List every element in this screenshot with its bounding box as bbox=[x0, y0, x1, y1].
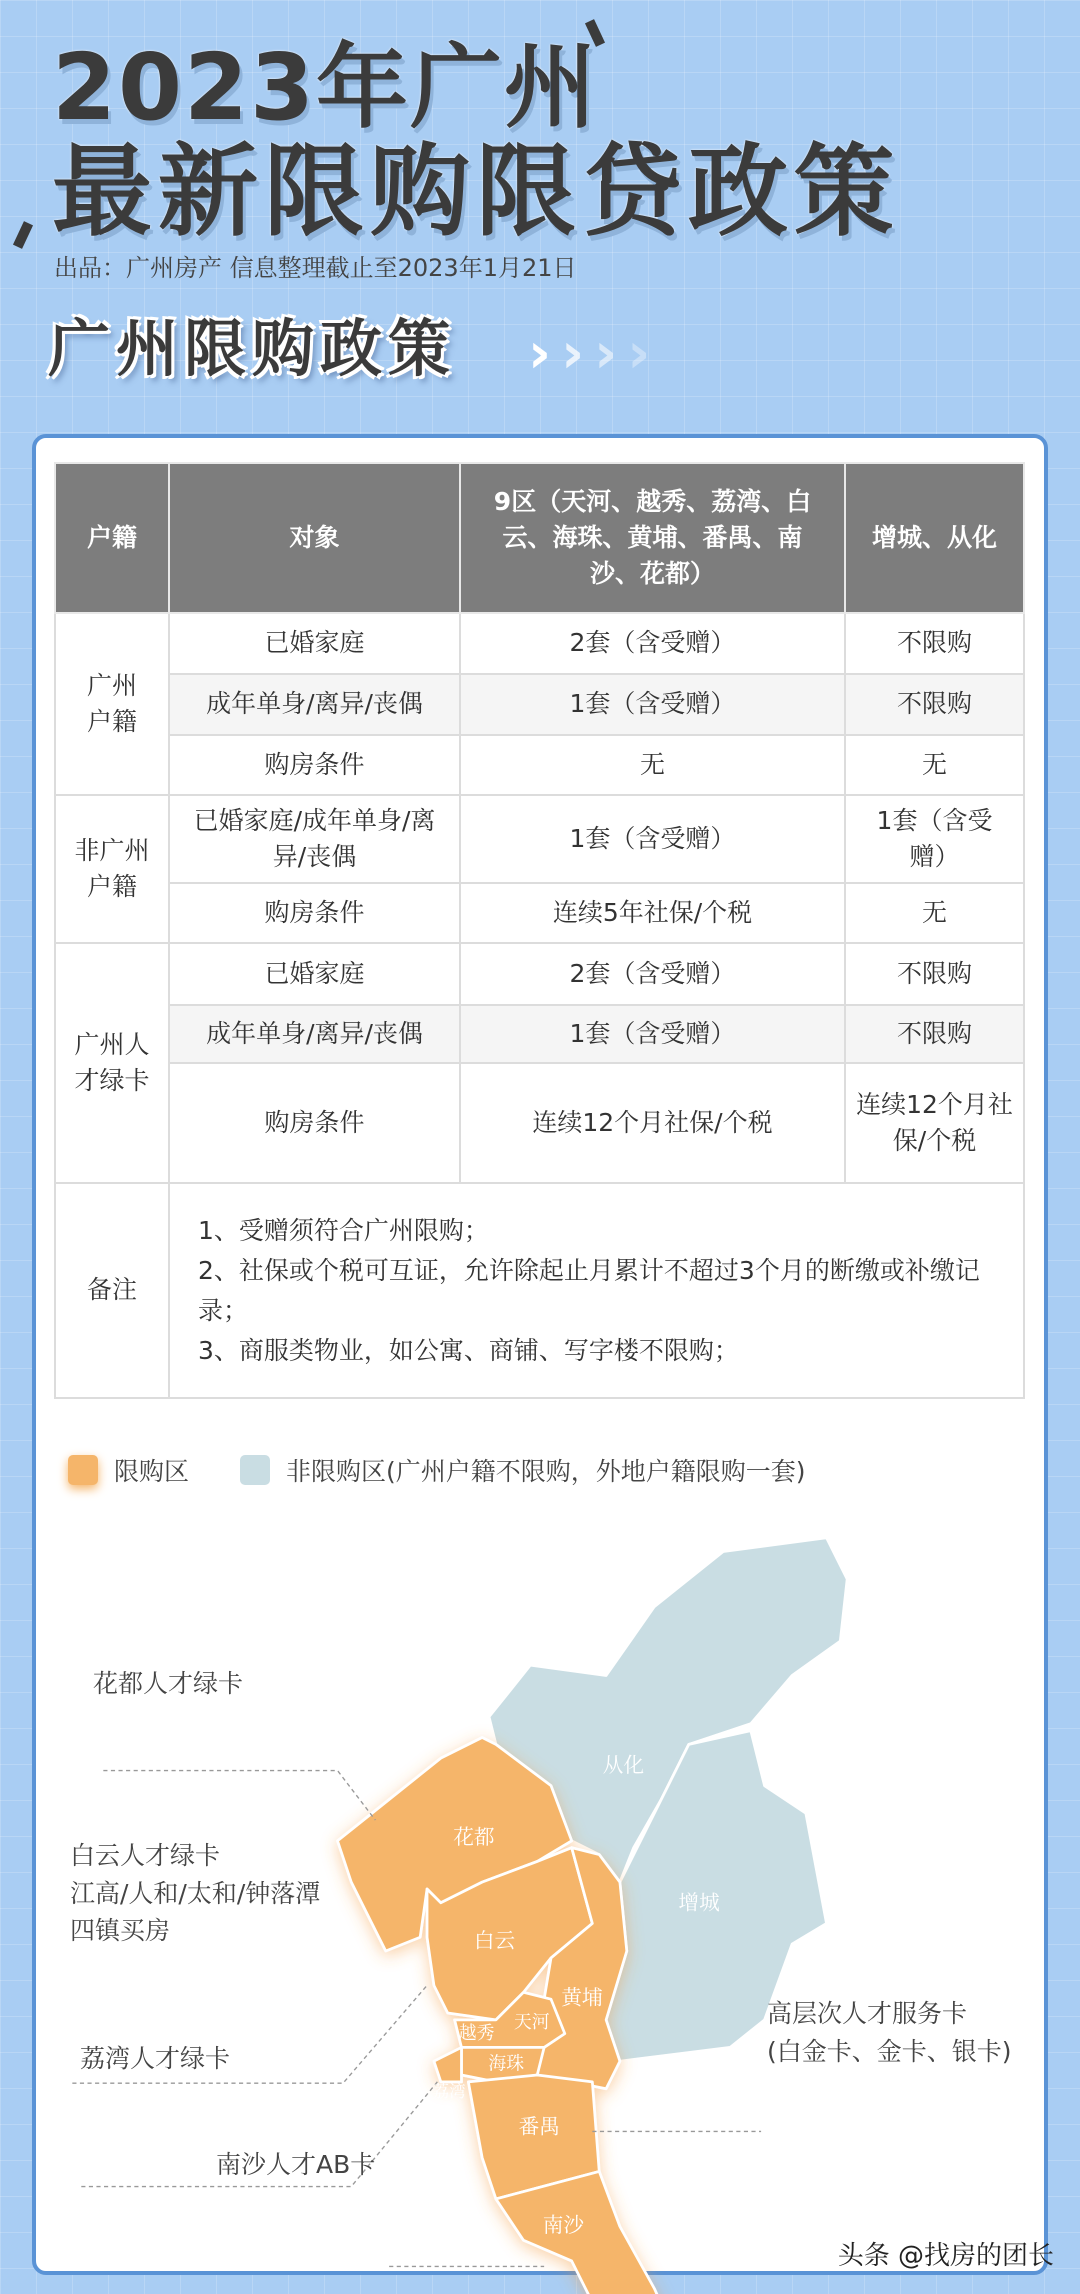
chevron-right-icon: › bbox=[528, 321, 552, 386]
table-cell: 不限购 bbox=[845, 613, 1024, 674]
table-cell: 连续12个月社保/个税 bbox=[845, 1063, 1024, 1183]
table-header-row bbox=[55, 463, 1024, 613]
legend-label: 非限购区(广州户籍不限购，外地户籍限购一套) bbox=[286, 1457, 806, 1486]
annotation-high-level-talent: 高层次人才服务卡 (白金卡、金卡、银卡) bbox=[767, 1999, 1012, 2066]
table-row bbox=[55, 1005, 1024, 1063]
chevron-right-icon: › bbox=[594, 321, 618, 386]
table-cell: 连续12个月社保/个税 bbox=[460, 1063, 845, 1183]
group-label: 广州户籍 bbox=[55, 613, 169, 795]
table-row bbox=[55, 883, 1024, 943]
title-line-1: 2023年广州 bbox=[52, 34, 599, 141]
policy-table bbox=[54, 462, 1025, 1399]
table-cell: 无 bbox=[460, 735, 845, 795]
table-cell: 2套（含受赠） bbox=[460, 943, 845, 1005]
district-label: 黄埔 bbox=[561, 1985, 603, 2010]
note-item: 2、社保或个税可互证，允许除起止月累计不超过3个月的断缴或补缴记录； bbox=[198, 1255, 980, 1325]
chevron-icons bbox=[528, 321, 651, 386]
district-label: 南沙 bbox=[542, 2213, 585, 2238]
table-cell: 2套（含受赠） bbox=[460, 613, 845, 674]
district-label: 番禺 bbox=[518, 2114, 560, 2139]
group-label: 广州人才绿卡 bbox=[55, 943, 169, 1183]
annotation-liwan: 荔湾人才绿卡 bbox=[80, 2044, 231, 2073]
table-row bbox=[55, 735, 1024, 795]
table-cell: 不限购 bbox=[845, 1005, 1024, 1063]
table-cell: 1套（含受赠） bbox=[460, 674, 845, 735]
legend-label: 限购区 bbox=[114, 1457, 190, 1486]
header-cell: 增城、从化 bbox=[845, 463, 1024, 613]
chevron-right-icon: › bbox=[627, 321, 651, 386]
table-row bbox=[55, 613, 1024, 674]
watermark: 头条 @找房的团长 bbox=[837, 2241, 1054, 2271]
table-cell: 无 bbox=[845, 735, 1024, 795]
district-liwan bbox=[434, 2047, 462, 2081]
table-row bbox=[55, 1063, 1024, 1183]
group-label: 非广州户籍 bbox=[55, 795, 169, 943]
decoration-icon bbox=[13, 221, 33, 249]
table-row bbox=[55, 943, 1024, 1005]
table-cell: 购房条件 bbox=[169, 883, 460, 943]
table-cell: 不限购 bbox=[845, 943, 1024, 1005]
notes-label: 备注 bbox=[55, 1183, 169, 1398]
header-cell: 9区（天河、越秀、荔湾、白云、海珠、黄埔、番禺、南沙、花都） bbox=[460, 463, 845, 613]
note-item: 1、受赠须符合广州限购； bbox=[198, 1215, 489, 1245]
chevron-right-icon: › bbox=[561, 321, 585, 386]
table-cell: 已婚家庭 bbox=[169, 613, 460, 674]
table-row bbox=[55, 795, 1024, 883]
table-cell: 1套（含受赠） bbox=[460, 1005, 845, 1063]
table-cell: 已婚家庭 bbox=[169, 943, 460, 1005]
table-cell: 购房条件 bbox=[169, 735, 460, 795]
annotation-nansha: 南沙人才AB卡 bbox=[216, 2150, 376, 2179]
district-label: 花都 bbox=[453, 1825, 495, 1850]
header-cell: 户籍 bbox=[55, 463, 169, 613]
district-label: 越秀 bbox=[458, 2023, 495, 2045]
table-row bbox=[55, 674, 1024, 735]
table-cell: 成年单身/离异/丧偶 bbox=[169, 1005, 460, 1063]
district-label: 白云 bbox=[473, 1928, 516, 1953]
table-cell: 1套（含受赠） bbox=[845, 795, 1024, 883]
table-cell: 成年单身/离异/丧偶 bbox=[169, 674, 460, 735]
district-label: 增城 bbox=[678, 1890, 720, 1915]
district-label: 荔湾 bbox=[432, 2082, 466, 2102]
subtitle: 出品：广州房产 信息整理截止至2023年1月21日 bbox=[54, 254, 577, 282]
note-item: 3、商服类物业，如公寓、商铺、写字楼不限购； bbox=[198, 1335, 739, 1365]
notes-row bbox=[55, 1183, 1024, 1398]
section-title: 广州限购政策 bbox=[48, 312, 457, 385]
table-cell: 不限购 bbox=[845, 674, 1024, 735]
table-cell: 购房条件 bbox=[169, 1063, 460, 1183]
annotation-huadu: 花都人才绿卡 bbox=[93, 1669, 244, 1698]
district-label: 海珠 bbox=[488, 2053, 525, 2075]
notes-cell bbox=[169, 1183, 1024, 1398]
annotation-baiyun: 白云人才绿卡 江高/人和/太和/钟落潭 四镇买房 bbox=[70, 1841, 321, 1945]
table-cell: 1套（含受赠） bbox=[460, 795, 845, 883]
table-cell: 连续5年社保/个税 bbox=[460, 883, 845, 943]
header-cell: 对象 bbox=[169, 463, 460, 613]
district-label: 从化 bbox=[602, 1752, 645, 1777]
district-label: 天河 bbox=[513, 2012, 550, 2034]
title-line-2: 最新限购限贷政策 bbox=[52, 133, 900, 250]
table-cell: 已婚家庭/成年单身/离异/丧偶 bbox=[169, 795, 460, 883]
table-cell: 无 bbox=[845, 883, 1024, 943]
